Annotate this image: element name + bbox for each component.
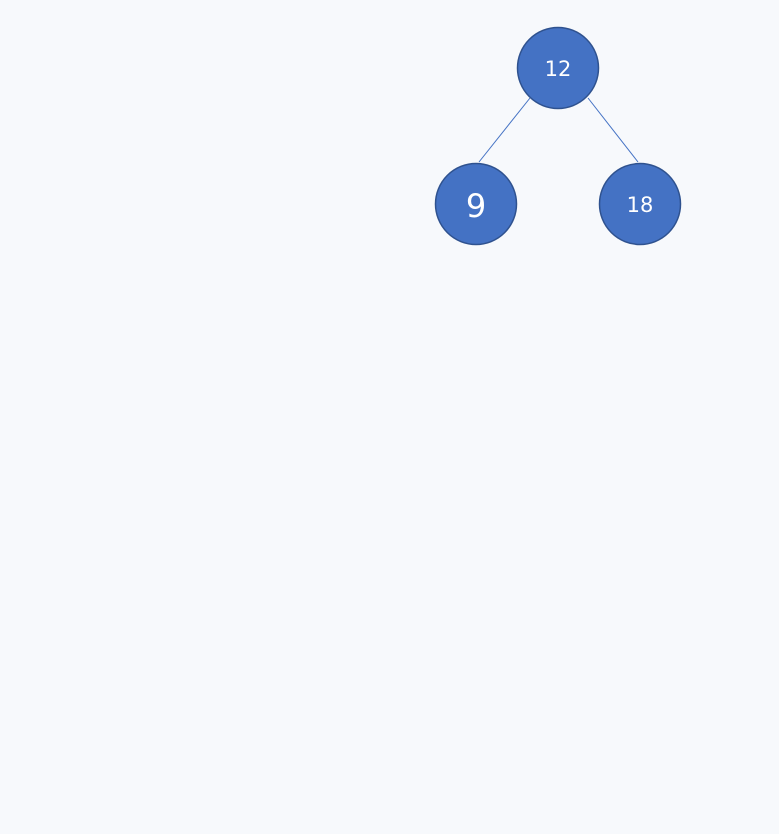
tree-node-right (600, 164, 681, 245)
tree-node-root (518, 28, 599, 109)
tree-node-left (436, 164, 517, 245)
node-label: 12 (544, 57, 572, 81)
node-label: 9 (465, 187, 487, 225)
tree-edge-root-left (479, 98, 530, 162)
tree-edge-root-right (588, 98, 638, 162)
node-label: 18 (626, 193, 654, 217)
